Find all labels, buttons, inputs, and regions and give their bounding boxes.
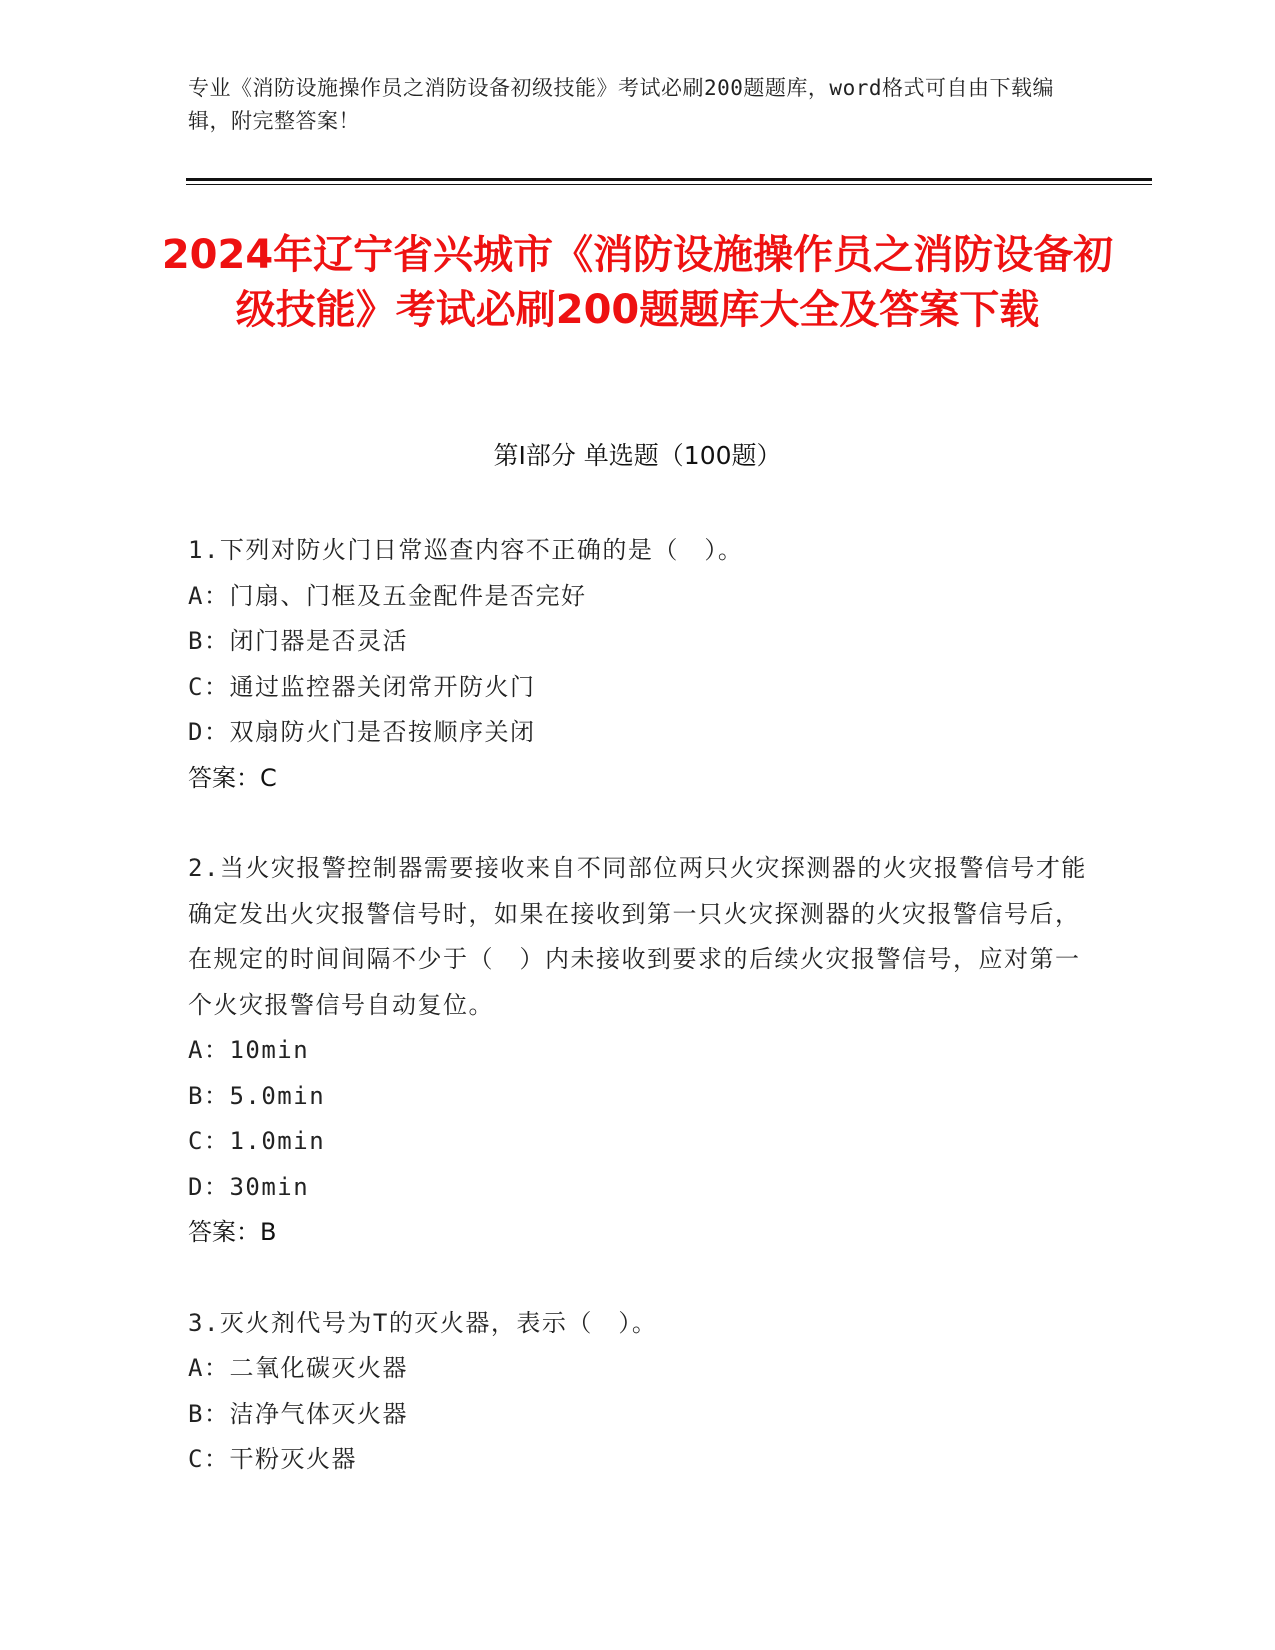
question-stem: 3.灭火剂代号为T的灭火器，表示（ ）。: [188, 1308, 658, 1337]
option-b: B：闭门器是否灵活: [188, 627, 408, 655]
option-a: A：10min: [188, 1036, 310, 1064]
option-d: D：30min: [188, 1172, 310, 1201]
question-stem: 1.下列对防火门日常巡查内容不正确的是（ ）。: [188, 536, 744, 564]
header-divider-thin: [186, 184, 1152, 185]
option-c: C：1.0min: [188, 1127, 326, 1155]
answer: 答案：C: [188, 763, 277, 792]
option-a: A：门扇、门框及五金配件是否完好: [188, 581, 587, 610]
header-divider-thick: [186, 178, 1152, 181]
question-spacer: [188, 801, 1088, 846]
question-2: [188, 846, 1088, 1256]
question-1: [188, 528, 1088, 801]
header-note: 专业《消防设施操作员之消防设备初级技能》考试必刷200题题库，word格式可自由下载编辑，附完整答案！: [188, 76, 1054, 133]
option-b: B：5.0min: [188, 1081, 326, 1110]
option-c: C：通过监控器关闭常开防火门: [188, 672, 536, 701]
option-b: B：洁净气体灭火器: [188, 1399, 408, 1428]
section-title: 第Ⅰ部分 单选题（100题）: [493, 441, 782, 470]
option-c: C：干粉灭火器: [188, 1445, 357, 1473]
option-d: D：双扇防火门是否按顺序关闭: [188, 718, 536, 746]
option-a: A：二氧化碳灭火器: [188, 1354, 408, 1382]
question-stem: 2.当火灾报警控制器需要接收来自不同部位两只火灾探测器的火灾报警信号才能确定发出火灾报警信号时，如果在接收到第一只火灾探测器的火灾报警信号后，在规定的时间间隔不少于（ ）内未接收到要求的后续火灾报警信号，应对第一个火灾报警信号自动复位。: [188, 854, 1087, 1019]
question-list: [188, 528, 1088, 1483]
question-3: [188, 1301, 1088, 1483]
document-title: 2024年辽宁省兴城市《消防设施操作员之消防设备初级技能》考试必刷200题题库大全及答案下载: [161, 232, 1114, 333]
question-spacer: [188, 1256, 1088, 1301]
answer: 答案：B: [188, 1218, 277, 1246]
